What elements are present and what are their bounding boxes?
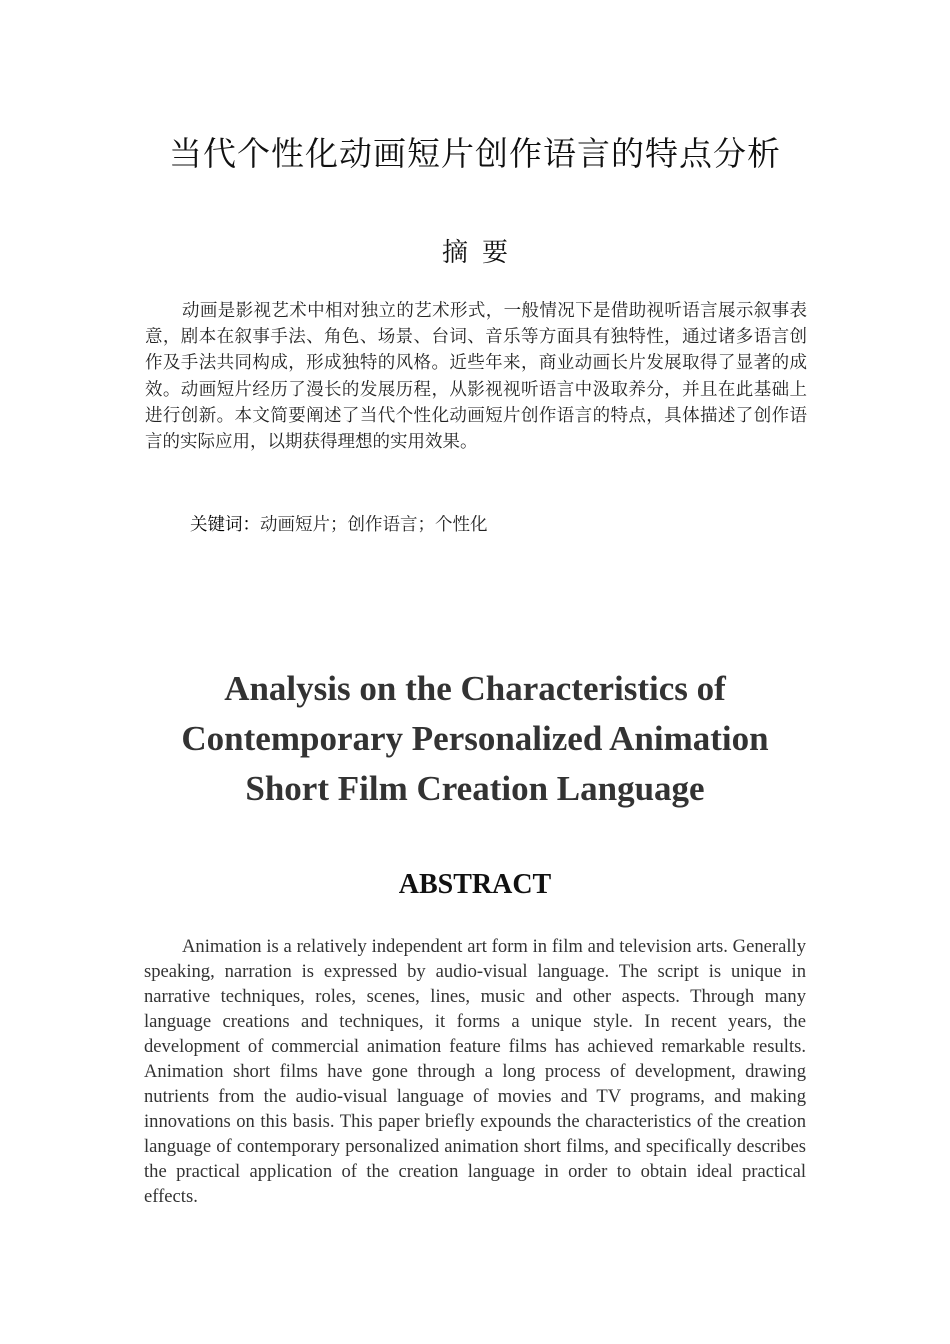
english-title	[0, 664, 950, 814]
english-title-line-1: Analysis on the Characteristics of	[224, 669, 726, 708]
chinese-keywords-value: 动画短片；创作语言；个性化	[260, 515, 488, 535]
english-abstract-body: Animation is a relatively independent art form in film and television arts. Generally speaking, narration is expressed by audio-visual language. The script is unique in narrative techniques, roles, scenes, lines, music and other aspects. Through many language creations and techniques, it forms a unique style. In recent years, the development of commercial animation feature films has achieved remarkable results. Animation short films have gone through a long process of development, drawing nutrients from the audio-visual language of movies and TV programs, and making innovations on this basis. This paper briefly expounds the characteristics of the creation language of contemporary personalized animation short films, and specifically describes the practical application of the creation language in order to obtain ideal practical effects.	[144, 936, 806, 1207]
english-title-line-3: Short Film Creation Language	[245, 769, 705, 808]
chinese-abstract-body: 动画是影视艺术中相对独立的艺术形式，一般情况下是借助视听语言展示叙事表意，剧本在叙事手法、角色、场景、台词、音乐等方面具有独特性，通过诸多语言创作及手法共同构成，形成独特的风格。近些年来，商业动画长片发展取得了显著的成效。动画短片经历了漫长的发展历程，从影视视听语言中汲取养分，并且在此基础上进行创新。本文简要阐述了当代个性化动画短片创作语言的特点，具体描述了创作语言的实际应用，以期获得理想的实用效果。	[145, 301, 807, 453]
chinese-keywords-label: 关键词：	[190, 515, 260, 535]
chinese-abstract-heading: 摘要	[441, 238, 522, 268]
chinese-title: 当代个性化动画短片创作语言的特点分析	[169, 134, 781, 173]
english-title-line-2: Contemporary Personalized Animation	[181, 719, 769, 758]
chinese-keywords	[190, 511, 488, 536]
english-abstract-heading: ABSTRACT	[398, 869, 552, 900]
